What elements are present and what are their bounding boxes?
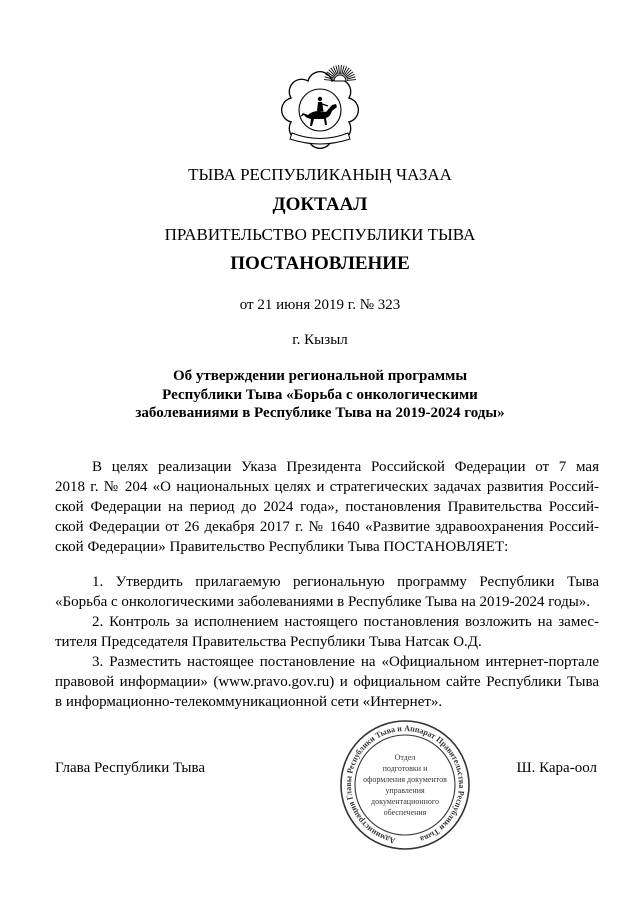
government-name-tyvan: ТЫВА РЕСПУБЛИКАНЫҢ ЧАЗАА (188, 165, 452, 184)
clause-line: правовой информации» (www.pravo.gov.ru) и официальном сайте Республики Тыва (55, 674, 599, 690)
document-title (0, 367, 640, 423)
clause-line: 1. Утвердить прилагаемую региональную программу Республики Тыва (92, 574, 599, 590)
signatory-name: Ш. Кара-оол (516, 760, 597, 776)
preamble-line: ской Федерации» Правительство Республики Тыва ПОСТАНОВЛЯЕТ: (55, 539, 509, 555)
clause-line: тителя Председателя Правительства Республики Тыва Натсак О.Д. (55, 634, 482, 650)
sun-ray (339, 65, 340, 74)
stamp-inner-line: оформления документов (363, 775, 447, 784)
preamble-line: В целях реализации Указа Президента Российской Федерации от 7 мая (92, 459, 599, 475)
clause-line: 2. Контроль за исполнением настоящего постановления возложить на замес- (92, 614, 599, 630)
official-stamp (338, 718, 472, 852)
stamp-inner-line: управления (385, 786, 425, 795)
document-type-russian: ПОСТАНОВЛЕНИЕ (230, 253, 410, 274)
tyva-coat-of-arms-icon (270, 55, 370, 150)
clause-line: в информационно-телекоммуникационной сети «Интернет». (55, 694, 443, 710)
signatory-position: Глава Республики Тыва (55, 760, 206, 776)
sun-ray (347, 80, 356, 81)
clauses-list (55, 572, 599, 712)
title-line: Республики Тыва «Борьба с онкологическими (162, 386, 478, 403)
stamp-inner-line: документационного (371, 797, 439, 806)
sun-ray (341, 65, 342, 74)
government-name-russian: ПРАВИТЕЛЬСТВО РЕСПУБЛИКИ ТЫВА (164, 225, 476, 244)
clause-line: «Борьба с онкологическими заболеваниями в Республике Тыва на 2019-2024 годы». (55, 594, 591, 610)
document-city: г. Кызыл (292, 332, 348, 348)
title-line: Об утверждении региональной программы (172, 368, 468, 384)
preamble-line: ской Федерации от 26 декабря 2017 г. № 1640 «Развитие здравоохранения Россий- (55, 519, 599, 535)
preamble-line: ской Федерации на период до 2024 года», постановления Правительства Россий- (55, 499, 599, 515)
preamble-line: 2018 г. № 204 «О национальных целях и стратегических задачах развития Россий- (55, 479, 599, 495)
stamp-outer-ring (341, 721, 469, 849)
stamp-ring-label (343, 723, 467, 846)
document-type-tyvan: ДОКТААЛ (272, 194, 368, 215)
stamp-inner-line: обеспечения (383, 808, 427, 817)
stamp-inner-line: Отдел (394, 753, 416, 762)
document-date-number: от 21 июня 2019 г. № 323 (239, 297, 401, 313)
clause-line: 3. Разместить настоящее постановление на «Официальном интернет-портале (92, 654, 599, 670)
stamp-ring-text: Администрация Главы Республики Тыва и Аппарат Правительства Республики Тыва (342, 722, 468, 847)
preamble-paragraph (55, 457, 599, 557)
stamp-inner-line: подготовки и (382, 764, 428, 773)
stamp-inner-ring (355, 735, 455, 835)
title-line: заболеваниями в Республике Тыва на 2019-2024 годы» (135, 405, 505, 421)
